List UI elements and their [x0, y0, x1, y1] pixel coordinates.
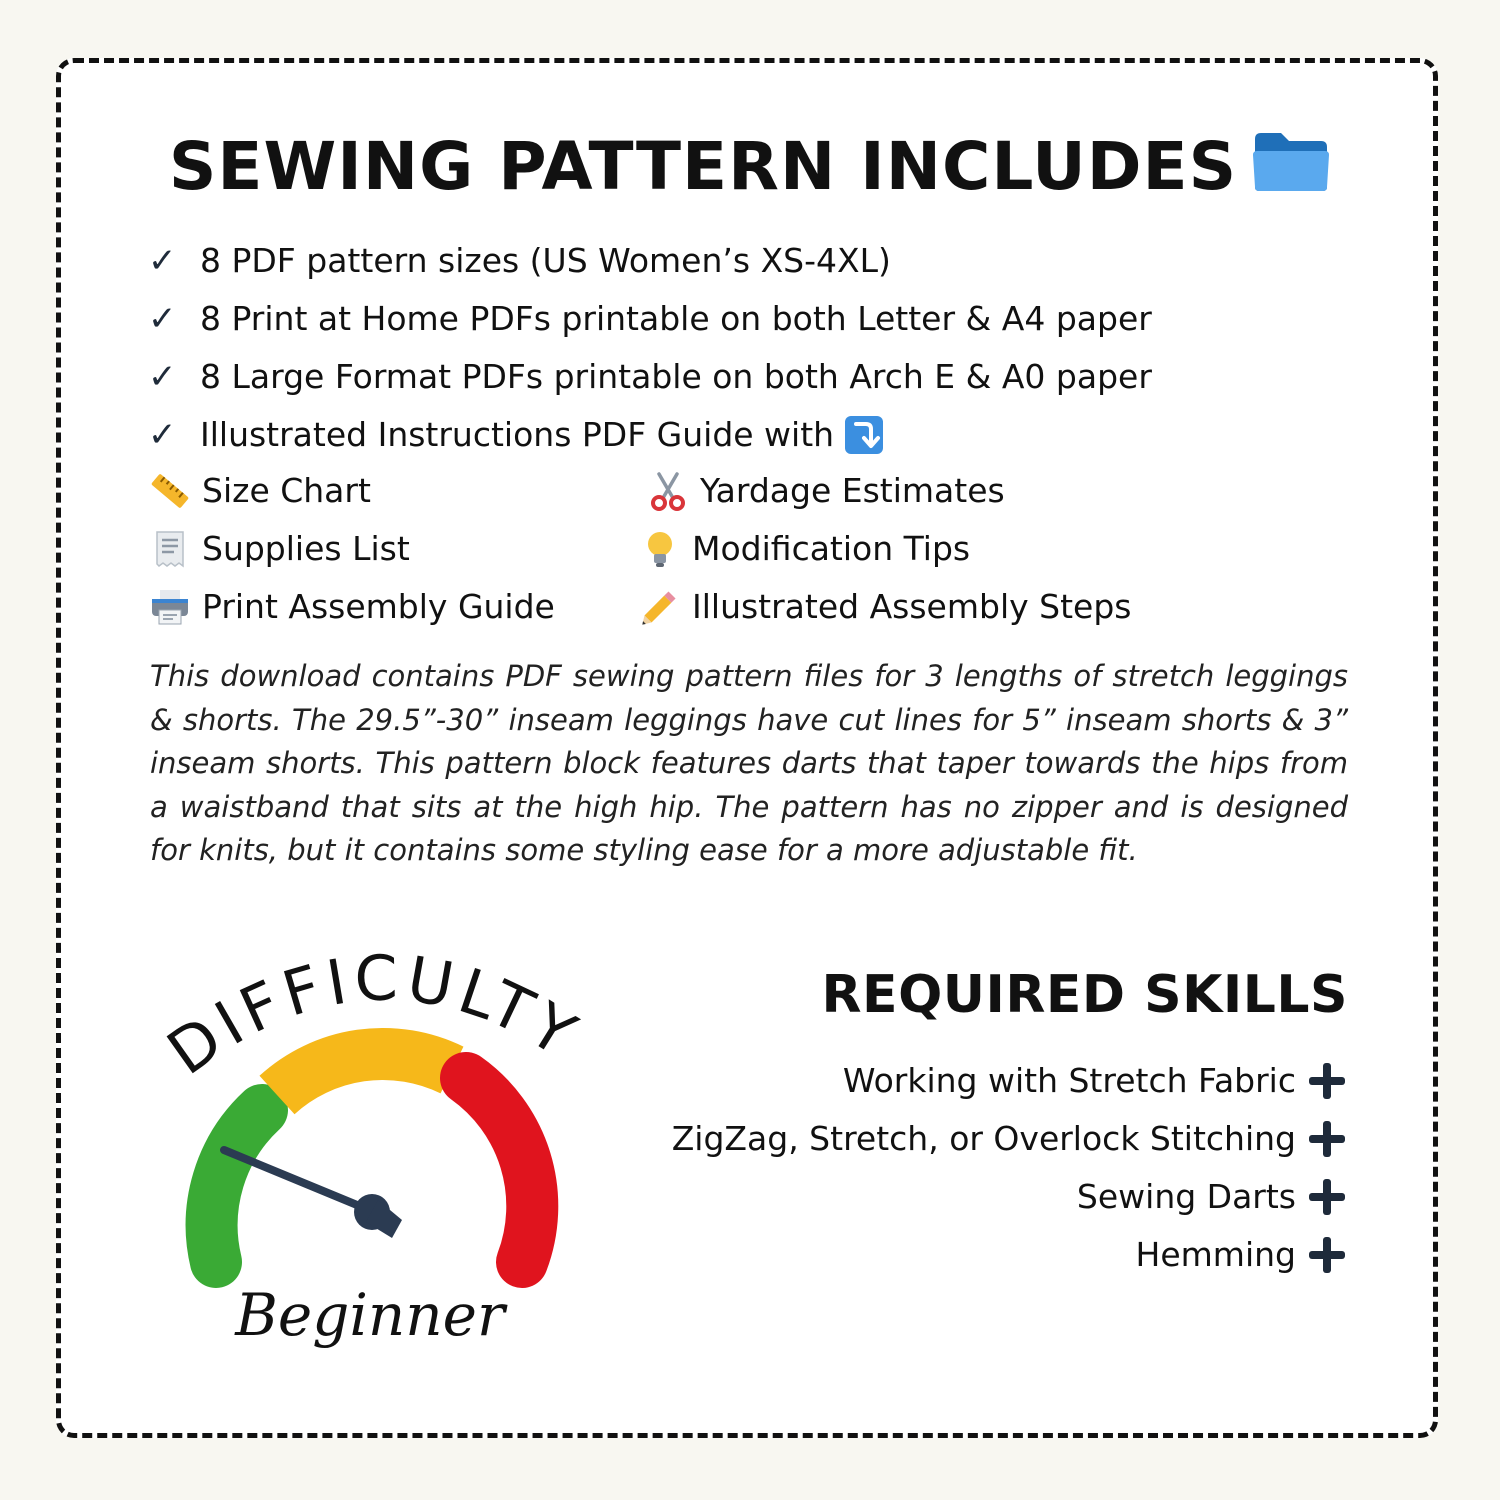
list-item-label: 8 Print at Home PDFs printable on both Letter & A4 paper: [200, 299, 1152, 338]
page-title: [0, 128, 1500, 211]
gauge-red-segment: [466, 1078, 532, 1262]
feature-row: [148, 520, 1248, 578]
skill-label: Sewing Darts: [1076, 1177, 1296, 1216]
plus-icon: [1306, 1118, 1348, 1160]
list-item: [148, 290, 1368, 348]
skill-label: ZigZag, Stretch, or Overlock Stitching: [671, 1119, 1296, 1158]
list-item: [148, 348, 1368, 406]
receipt-icon: [148, 527, 192, 571]
title-text: SEWING PATTERN INCLUDES: [168, 128, 1238, 205]
gauge-green-segment: [212, 1110, 262, 1262]
difficulty-gauge: [140, 950, 610, 1370]
checkmark-icon: ✓: [148, 299, 177, 339]
lightbulb-icon: [638, 527, 682, 571]
pencil-icon: [638, 585, 682, 629]
plus-icon: [1306, 1176, 1348, 1218]
printer-icon: [148, 585, 192, 629]
skill-label: Hemming: [1135, 1235, 1296, 1274]
feature-label: Yardage Estimates: [700, 471, 1005, 510]
list-item-label: 8 PDF pattern sizes (US Women’s XS-4XL): [200, 241, 891, 280]
feature-yardage-estimates: [646, 462, 1005, 520]
arrow-down-icon: [844, 415, 884, 455]
plus-icon: [1306, 1060, 1348, 1102]
list-item-label: 8 Large Format PDFs printable on both Arch E & A0 paper: [200, 357, 1152, 396]
difficulty-level: Beginner: [235, 1281, 505, 1349]
difficulty-heading: DIFFICULTY: [154, 950, 593, 1090]
feature-modification-tips: [638, 520, 970, 578]
checkmark-icon: ✓: [148, 241, 177, 281]
folder-icon: [1251, 129, 1331, 211]
list-item: [148, 232, 1368, 290]
feature-grid: [148, 462, 1248, 636]
feature-illustrated-assembly-steps: [638, 578, 1131, 636]
ruler-icon: [148, 469, 192, 513]
list-item: [148, 406, 1368, 464]
checkmark-icon: ✓: [148, 357, 177, 397]
feature-label: Illustrated Assembly Steps: [692, 587, 1132, 626]
skill-item: [672, 1052, 1348, 1110]
required-skills-title: REQUIRED SKILLS: [821, 965, 1348, 1025]
feature-label: Supplies List: [202, 529, 410, 568]
skill-item: [672, 1168, 1348, 1226]
skill-item: [672, 1110, 1348, 1168]
checkmark-icon: ✓: [148, 415, 177, 455]
feature-label: Modification Tips: [692, 529, 971, 568]
pattern-description: This download contains PDF sewing pattern files for 3 lengths of stretch leggings & shorts. The 29.5”-30” inseam leggings have cut lines for 5” inseam shorts & 3” inseam shorts. This pattern block features darts that taper towards the hips from a waistband that sits at the high hip. The pattern has no zipper and is designed for knits, but it contains some styling ease for a more adjustable fit.: [150, 659, 1348, 867]
plus-icon: [1306, 1234, 1348, 1276]
includes-list: [148, 232, 1368, 464]
gauge-needle: [224, 1150, 374, 1212]
feature-supplies-list: [148, 520, 410, 578]
feature-row: [148, 462, 1248, 520]
feature-print-assembly-guide: [148, 578, 555, 636]
gauge-yellow-segment: [277, 1054, 452, 1095]
feature-label: Print Assembly Guide: [202, 587, 555, 626]
feature-size-chart: [148, 462, 371, 520]
scissors-icon: [646, 469, 690, 513]
feature-label: Size Chart: [202, 471, 371, 510]
list-item-label: Illustrated Instructions PDF Guide with: [200, 415, 835, 454]
skills-list: [672, 1052, 1348, 1284]
feature-row: [148, 578, 1248, 636]
skill-item: [672, 1226, 1348, 1284]
skill-label: Working with Stretch Fabric: [842, 1061, 1296, 1100]
